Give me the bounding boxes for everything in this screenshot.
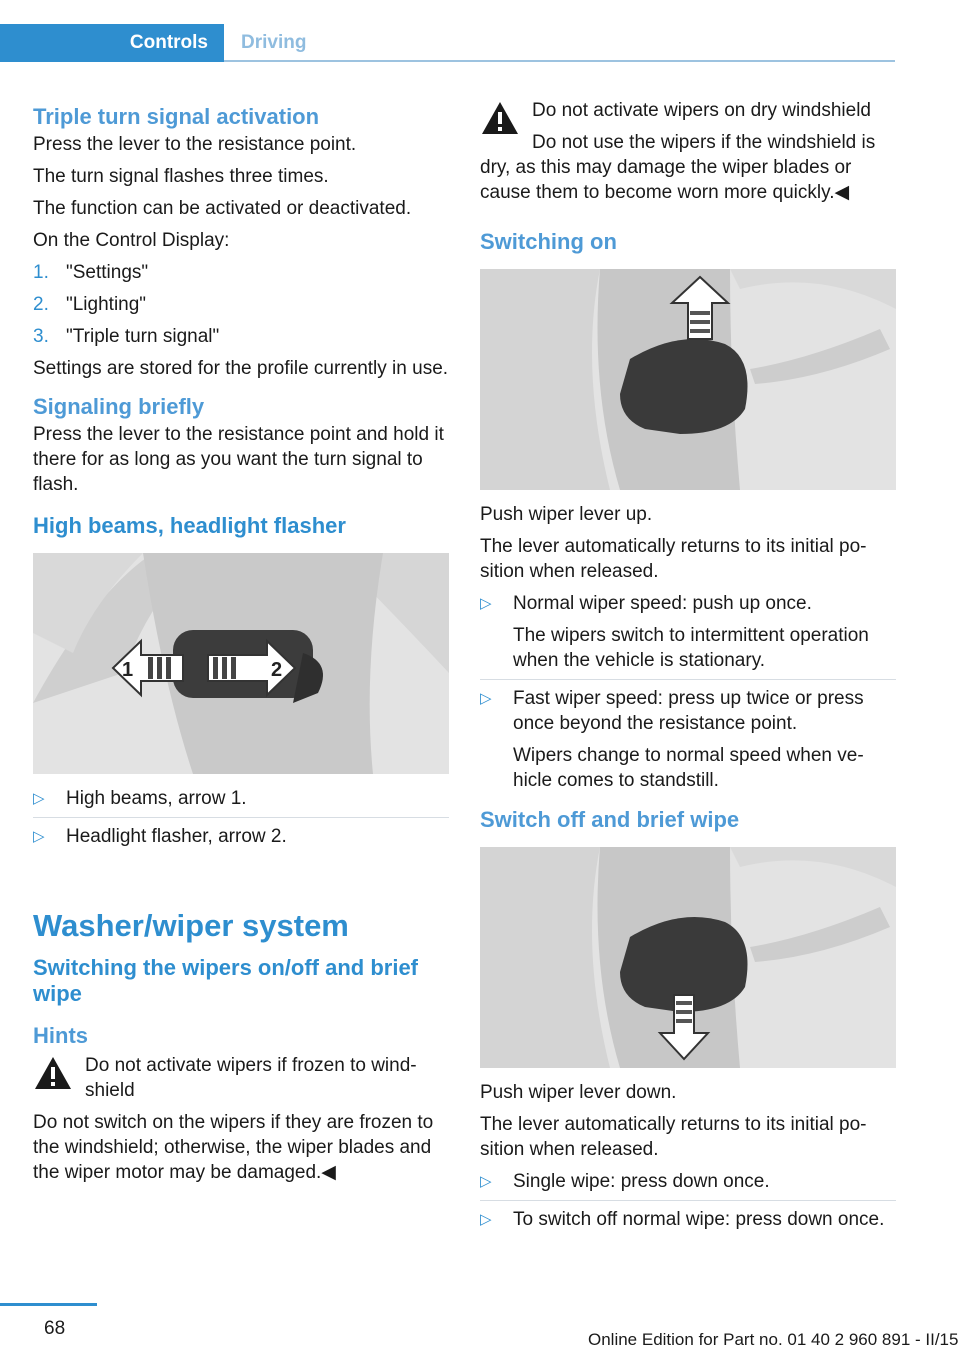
edition-text: Online Edition for Part no. 01 40 2 960 891 - II/15 — [588, 1330, 959, 1349]
paragraph: Settings are stored for the profile currently in use. — [33, 358, 449, 379]
settings-steps — [33, 260, 449, 349]
tab-driving[interactable]: Driving — [241, 32, 307, 53]
warning-title: Do not activate wipers on dry windshield — [532, 100, 872, 121]
step-text: "Lighting" — [66, 294, 147, 315]
list-item — [33, 324, 449, 349]
list-text: High beams, arrow 1. — [66, 788, 247, 809]
tab-controls[interactable]: Controls — [0, 24, 224, 62]
triangle-bullet-icon: ▷ — [480, 1173, 492, 1190]
wiper-down-list — [480, 1169, 896, 1238]
right-column — [480, 98, 896, 1244]
step-number: 1. — [33, 262, 49, 283]
list-subtext: The wipers switch to intermittent operation when the vehicle is stationary. — [513, 625, 869, 671]
triangle-bullet-icon: ▷ — [480, 690, 492, 707]
list-text: Headlight flasher, arrow 2. — [66, 826, 287, 847]
list-item — [480, 591, 896, 680]
list-text: To switch off normal wipe: press down once. — [513, 1209, 885, 1230]
dry-windshield-warning — [480, 98, 896, 155]
wiper-up-list — [480, 591, 896, 799]
step-text: "Triple turn signal" — [66, 326, 220, 347]
list-subtext: Wipers change to normal speed when vehicle comes to standstill. — [513, 745, 864, 791]
arrow-2-label: 2 — [271, 659, 283, 681]
paragraph: The turn signal flashes three times. — [33, 166, 329, 187]
hints-heading: Hints — [33, 1023, 88, 1048]
paragraph: Press the lever to the resistance point and hold it there for as long as you want the turn signal to flash. — [33, 424, 444, 495]
paragraph: Push wiper lever up. — [480, 504, 653, 525]
paragraph: The lever automatically returns to its initial position when released. — [480, 1114, 867, 1160]
triangle-bullet-icon: ▷ — [33, 790, 45, 807]
warning-body: Do not use the wipers if the windshield is — [532, 132, 876, 153]
list-item — [480, 1207, 896, 1238]
triangle-bullet-icon: ▷ — [33, 828, 45, 845]
triangle-bullet-icon: ▷ — [480, 1211, 492, 1228]
list-item — [480, 1169, 896, 1201]
list-text: Normal wiper speed: push up once. — [513, 593, 812, 614]
list-item — [33, 786, 449, 818]
paragraph: Push wiper lever down. — [480, 1082, 677, 1103]
warning-body: dry, as this may damage the wiper blades or cause them to become worn more quickly.◀ — [480, 157, 852, 203]
list-item — [480, 686, 896, 799]
wiper-up-figure — [480, 269, 896, 490]
high-beams-heading: High beams, headlight flasher — [33, 513, 346, 538]
header-tabs — [0, 24, 895, 62]
high-beam-lever-figure — [33, 553, 449, 774]
switching-on-heading: Switching on — [480, 229, 617, 254]
list-text: Single wipe: press down once. — [513, 1171, 770, 1192]
step-text: "Settings" — [66, 262, 149, 283]
switching-wipers-heading: Switching the wipers on/off and brief wipe — [33, 955, 419, 1006]
triple-turn-heading: Triple turn signal activation — [33, 104, 320, 129]
triangle-bullet-icon: ▷ — [480, 595, 492, 612]
step-number: 2. — [33, 294, 49, 315]
switch-off-heading: Switch off and brief wipe — [480, 807, 740, 832]
paragraph: On the Control Display: — [33, 230, 230, 251]
list-item — [33, 260, 449, 285]
footer-rule — [0, 1303, 97, 1306]
left-column — [33, 98, 449, 1192]
list-text: Fast wiper speed: press up twice or press once beyond the resistance point. — [513, 688, 864, 734]
wiper-down-figure — [480, 847, 896, 1068]
arrow-1-label: 1 — [122, 659, 134, 681]
warning-body: Do not switch on the wipers if they are frozen to the windshield; otherwise, the wiper blades and the wiper motor may be damaged.◀ — [33, 1112, 434, 1183]
signaling-briefly-heading: Signaling briefly — [33, 394, 205, 419]
high-beam-list — [33, 786, 449, 855]
frozen-warning — [33, 1053, 449, 1110]
page-number: 68 — [44, 1318, 66, 1339]
paragraph: Press the lever to the resistance point. — [33, 134, 357, 155]
warning-triangle-icon — [33, 1055, 73, 1091]
list-item — [33, 292, 449, 317]
list-item — [33, 824, 449, 855]
paragraph: The lever automatically returns to its initial position when released. — [480, 536, 867, 582]
paragraph: The function can be activated or deactivated. — [33, 198, 412, 219]
warning-title: Do not activate wipers if frozen to windshield — [85, 1055, 417, 1101]
warning-triangle-icon — [480, 100, 520, 136]
step-number: 3. — [33, 326, 49, 347]
washer-wiper-heading: Washer/wiper system — [33, 908, 349, 943]
